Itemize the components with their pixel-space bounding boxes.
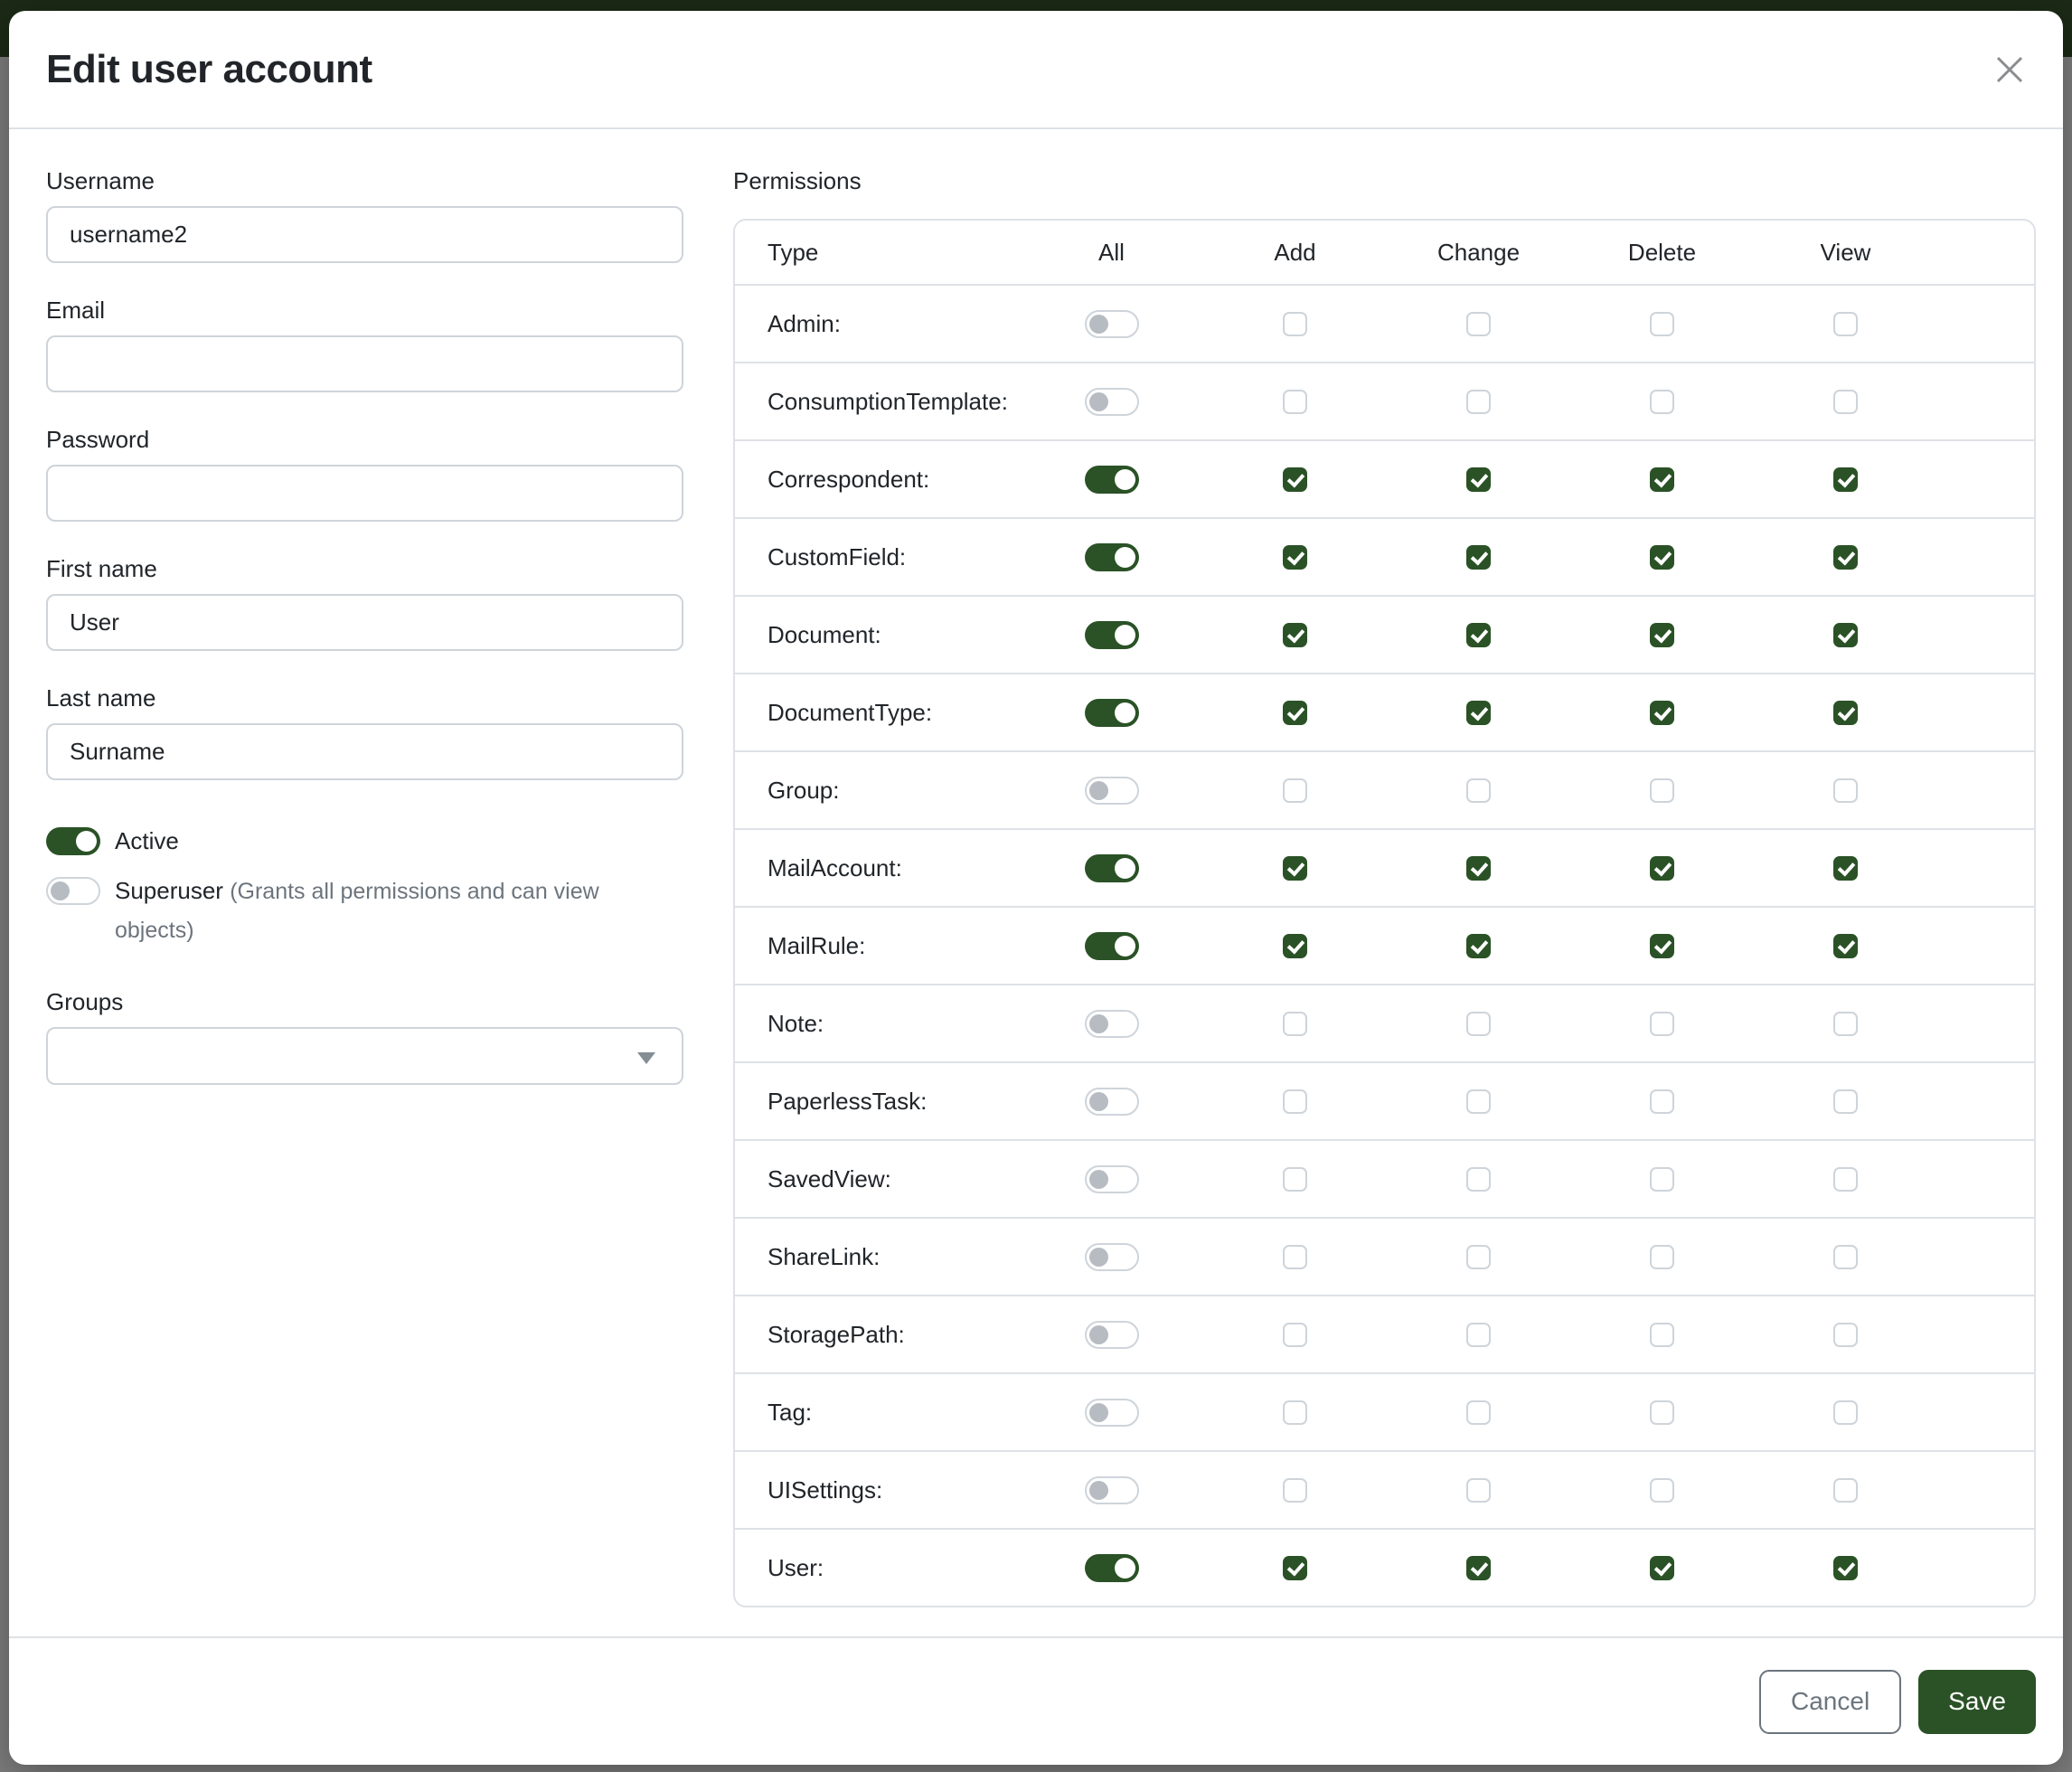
delete-checkbox[interactable] — [1650, 1478, 1674, 1503]
view-checkbox[interactable] — [1833, 701, 1858, 725]
add-checkbox[interactable] — [1283, 934, 1307, 958]
permission-type-label: User: — [768, 1553, 824, 1581]
change-checkbox[interactable] — [1466, 856, 1491, 881]
add-checkbox[interactable] — [1283, 1012, 1307, 1036]
last-name-input[interactable] — [46, 723, 683, 780]
all-toggle[interactable] — [1085, 1399, 1139, 1427]
change-checkbox[interactable] — [1466, 1245, 1491, 1269]
all-toggle[interactable] — [1085, 1476, 1139, 1504]
active-row — [46, 827, 683, 855]
view-checkbox[interactable] — [1833, 390, 1858, 414]
table-row — [735, 906, 2034, 984]
all-toggle[interactable] — [1085, 932, 1139, 960]
close-icon — [1992, 52, 2028, 88]
all-toggle[interactable] — [1085, 1165, 1139, 1193]
add-checkbox[interactable] — [1283, 623, 1307, 647]
change-checkbox[interactable] — [1466, 1089, 1491, 1114]
table-row — [735, 828, 2034, 906]
all-toggle[interactable] — [1085, 1321, 1139, 1349]
first-name-input[interactable] — [46, 594, 683, 651]
add-checkbox[interactable] — [1283, 390, 1307, 414]
permission-type-label: MailRule: — [768, 931, 866, 959]
password-input[interactable] — [46, 465, 683, 522]
modal-footer — [9, 1636, 2063, 1765]
email-input[interactable] — [46, 335, 683, 392]
permission-type-label: ConsumptionTemplate: — [768, 387, 1008, 415]
table-row — [735, 1528, 2034, 1606]
change-checkbox[interactable] — [1466, 467, 1491, 492]
username-input[interactable] — [46, 206, 683, 263]
permission-type-label: MailAccount: — [768, 853, 902, 881]
column-header-delete: Delete — [1627, 238, 1697, 266]
username-label: Username — [46, 167, 155, 194]
active-toggle[interactable] — [46, 827, 100, 855]
table-row — [735, 1372, 2034, 1450]
delete-checkbox[interactable] — [1650, 778, 1674, 803]
delete-checkbox[interactable] — [1650, 1012, 1674, 1036]
delete-checkbox[interactable] — [1650, 545, 1674, 570]
email-field-group — [46, 296, 683, 392]
column-header-change: Change — [1436, 238, 1521, 266]
permission-type-label: Group: — [768, 776, 840, 804]
all-toggle[interactable] — [1085, 310, 1139, 338]
all-toggle[interactable] — [1085, 777, 1139, 805]
all-toggle[interactable] — [1085, 854, 1139, 882]
table-row — [735, 439, 2034, 517]
table-row — [735, 1217, 2034, 1295]
view-checkbox[interactable] — [1833, 1478, 1858, 1503]
delete-checkbox[interactable] — [1650, 1167, 1674, 1192]
view-checkbox[interactable] — [1833, 623, 1858, 647]
permissions-table-header — [735, 221, 2034, 284]
change-checkbox[interactable] — [1466, 934, 1491, 958]
groups-select[interactable] — [46, 1027, 683, 1085]
view-checkbox[interactable] — [1833, 1400, 1858, 1425]
delete-checkbox[interactable] — [1650, 467, 1674, 492]
edit-user-modal — [9, 11, 2063, 1765]
permission-type-label: Document: — [768, 620, 881, 648]
delete-checkbox[interactable] — [1650, 1323, 1674, 1347]
all-toggle[interactable] — [1085, 1554, 1139, 1582]
delete-checkbox[interactable] — [1650, 623, 1674, 647]
change-checkbox[interactable] — [1466, 1323, 1491, 1347]
chevron-down-icon — [637, 1052, 655, 1064]
all-toggle[interactable] — [1085, 466, 1139, 494]
first-name-label: First name — [46, 555, 157, 582]
table-row — [735, 595, 2034, 673]
username-field-group — [46, 166, 683, 263]
column-header-type: Type — [768, 238, 819, 266]
permission-type-label: ShareLink: — [768, 1242, 881, 1270]
table-row — [735, 984, 2034, 1061]
table-row — [735, 1139, 2034, 1217]
delete-checkbox[interactable] — [1650, 1400, 1674, 1425]
table-row — [735, 1450, 2034, 1528]
change-checkbox[interactable] — [1466, 312, 1491, 336]
permission-type-label: UISettings: — [768, 1475, 883, 1503]
superuser-note: (Grants all permissions and can view objects) — [115, 879, 599, 943]
view-checkbox[interactable] — [1833, 1167, 1858, 1192]
delete-checkbox[interactable] — [1650, 856, 1674, 881]
view-checkbox[interactable] — [1833, 1012, 1858, 1036]
all-toggle[interactable] — [1085, 1243, 1139, 1271]
all-toggle[interactable] — [1085, 621, 1139, 649]
all-toggle[interactable] — [1085, 543, 1139, 571]
view-checkbox[interactable] — [1833, 778, 1858, 803]
superuser-label: Superuser — [115, 877, 223, 904]
last-name-field-group — [46, 683, 683, 780]
table-row — [735, 517, 2034, 595]
all-toggle[interactable] — [1085, 1088, 1139, 1116]
view-checkbox[interactable] — [1833, 1089, 1858, 1114]
table-row — [735, 673, 2034, 750]
add-checkbox[interactable] — [1283, 778, 1307, 803]
password-label: Password — [46, 426, 150, 453]
change-checkbox[interactable] — [1466, 701, 1491, 725]
permission-type-label: CustomField: — [768, 542, 907, 570]
change-checkbox[interactable] — [1466, 1400, 1491, 1425]
modal-title: Edit user account — [46, 46, 372, 91]
table-row — [735, 750, 2034, 828]
permission-type-label: Note: — [768, 1009, 824, 1037]
permission-type-label: SavedView: — [768, 1164, 891, 1192]
table-row — [735, 362, 2034, 439]
add-checkbox[interactable] — [1283, 701, 1307, 725]
change-checkbox[interactable] — [1466, 390, 1491, 414]
add-checkbox[interactable] — [1283, 312, 1307, 336]
change-checkbox[interactable] — [1466, 1478, 1491, 1503]
add-checkbox[interactable] — [1283, 1400, 1307, 1425]
change-checkbox[interactable] — [1466, 1012, 1491, 1036]
add-checkbox[interactable] — [1283, 1556, 1307, 1580]
permission-type-label: Admin: — [768, 309, 841, 337]
active-label: Active — [115, 827, 179, 854]
cancel-button[interactable]: Cancel — [1759, 1670, 1901, 1734]
delete-checkbox[interactable] — [1650, 1245, 1674, 1269]
add-checkbox[interactable] — [1283, 856, 1307, 881]
groups-label: Groups — [46, 988, 124, 1015]
last-name-label: Last name — [46, 684, 156, 712]
change-checkbox[interactable] — [1466, 545, 1491, 570]
view-checkbox[interactable] — [1833, 934, 1858, 958]
add-checkbox[interactable] — [1283, 1245, 1307, 1269]
delete-checkbox[interactable] — [1650, 390, 1674, 414]
view-checkbox[interactable] — [1833, 856, 1858, 881]
delete-checkbox[interactable] — [1650, 1089, 1674, 1114]
change-checkbox[interactable] — [1466, 1556, 1491, 1580]
add-checkbox[interactable] — [1283, 545, 1307, 570]
close-button[interactable] — [1980, 40, 2039, 99]
view-checkbox[interactable] — [1833, 545, 1858, 570]
all-toggle[interactable] — [1085, 699, 1139, 727]
first-name-field-group — [46, 554, 683, 651]
email-label: Email — [46, 297, 106, 324]
permission-type-label: Tag: — [768, 1398, 813, 1426]
permission-type-label: PaperlessTask: — [768, 1087, 928, 1115]
permissions-table — [733, 219, 2036, 1607]
delete-checkbox[interactable] — [1650, 701, 1674, 725]
permissions-label: Permissions — [733, 167, 862, 194]
delete-checkbox[interactable] — [1650, 1556, 1674, 1580]
groups-field-group — [46, 987, 683, 1085]
column-header-view: View — [1820, 238, 1871, 266]
permissions-section — [733, 166, 2036, 1636]
modal-body — [9, 129, 2063, 1636]
password-field-group — [46, 425, 683, 522]
view-checkbox[interactable] — [1833, 1323, 1858, 1347]
user-form — [46, 166, 683, 1636]
change-checkbox[interactable] — [1466, 623, 1491, 647]
table-row — [735, 1061, 2034, 1139]
permission-type-label: Correspondent: — [768, 465, 930, 493]
add-checkbox[interactable] — [1283, 1089, 1307, 1114]
superuser-toggle[interactable] — [46, 877, 100, 905]
delete-checkbox[interactable] — [1650, 312, 1674, 336]
column-header-all: All — [1098, 238, 1125, 266]
table-row — [735, 284, 2034, 362]
view-checkbox[interactable] — [1833, 1245, 1858, 1269]
add-checkbox[interactable] — [1283, 1167, 1307, 1192]
view-checkbox[interactable] — [1833, 1556, 1858, 1580]
add-checkbox[interactable] — [1283, 467, 1307, 492]
view-checkbox[interactable] — [1833, 467, 1858, 492]
change-checkbox[interactable] — [1466, 778, 1491, 803]
add-checkbox[interactable] — [1283, 1323, 1307, 1347]
save-button[interactable]: Save — [1918, 1670, 2036, 1734]
modal-header — [9, 11, 2063, 129]
table-row — [735, 1295, 2034, 1372]
all-toggle[interactable] — [1085, 1010, 1139, 1038]
permission-type-label: StoragePath: — [768, 1320, 905, 1348]
delete-checkbox[interactable] — [1650, 934, 1674, 958]
add-checkbox[interactable] — [1283, 1478, 1307, 1503]
superuser-row — [46, 877, 683, 949]
superuser-label-wrap — [115, 872, 644, 949]
column-header-add: Add — [1274, 238, 1316, 266]
permission-type-label: DocumentType: — [768, 698, 933, 726]
change-checkbox[interactable] — [1466, 1167, 1491, 1192]
all-toggle[interactable] — [1085, 388, 1139, 416]
view-checkbox[interactable] — [1833, 312, 1858, 336]
